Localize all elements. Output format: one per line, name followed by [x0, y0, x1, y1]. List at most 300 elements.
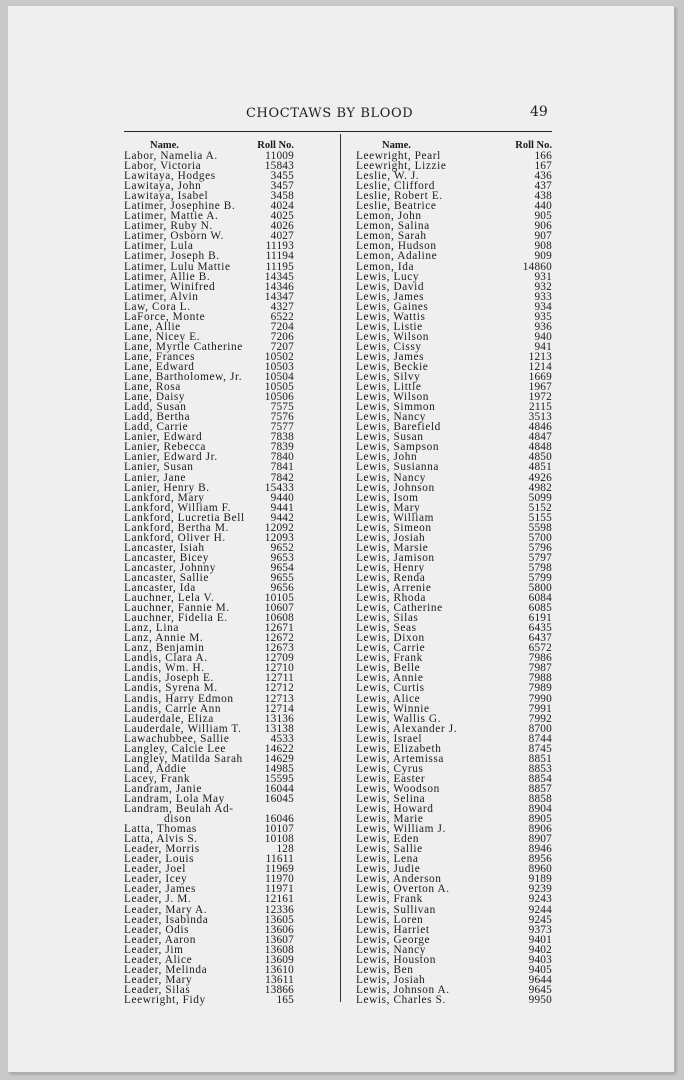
enrollee-name: Leslie, Robert E. [356, 190, 443, 203]
enrollee-name: Lemon, Ida [356, 260, 415, 273]
enrollee-name: Lewis, Nancy [356, 943, 426, 956]
enrollee-name: Lewis, Woodson [356, 782, 440, 795]
enrollee-name: Lanier, Jane [124, 471, 186, 484]
enrollee-name: Latimer, Josephine B. [124, 200, 236, 213]
roll-number: 3455 [270, 170, 294, 183]
roll-number: 4982 [528, 481, 552, 494]
enrollee-name: Lewis, Seas [356, 622, 417, 635]
roll-number: 12709 [264, 652, 294, 665]
roll-number: 9950 [528, 993, 552, 1006]
enrollee-name: Lewis, Harriet [356, 923, 430, 936]
enrollee-name: Lewis, Wilson [356, 330, 430, 343]
enrollee-name: Lewis, Arrenie [356, 582, 432, 595]
roll-number: 1213 [528, 350, 552, 363]
enrollee-name: Lewis, Carrie [356, 642, 426, 655]
enrollee-name: Leader, Melinda [124, 963, 208, 976]
enrollee-name: Lewis, Johnson [356, 481, 435, 494]
enrollee-name: Lane, Allie [124, 320, 181, 333]
enrollee-name: Labor, Namelia A. [124, 150, 218, 162]
enrollee-name: Lewis, Mary [356, 501, 421, 514]
enrollee-name: Lewis, Loren [356, 913, 424, 926]
enrollee-name: Lewis, Easter [356, 772, 426, 785]
roster-row [356, 894, 552, 904]
roll-number: 10607 [264, 602, 294, 615]
enrollee-name: Landram, Janie [124, 782, 203, 795]
roll-number: 9243 [528, 893, 552, 906]
enrollee-name: Lewis, James [356, 350, 425, 363]
roll-number: 11611 [265, 853, 294, 866]
enrollee-name: Latimer, Winifred [124, 280, 216, 293]
enrollee-name: Lane, Rosa [124, 381, 181, 394]
roll-number: 5796 [528, 541, 552, 554]
enrollee-name: Lewis, Wallis G. [356, 712, 442, 725]
enrollee-name: Lewis, Lucy [356, 270, 420, 283]
enrollee-name: Lewis, Gaines [356, 300, 429, 313]
enrollee-name: Lawitaya, John [124, 180, 202, 193]
enrollee-name: Lane, Myrtle Catherine [124, 340, 243, 353]
roll-number: 12161 [264, 893, 294, 906]
roll-number: 13611 [265, 973, 294, 986]
enrollee-name: Lewis, Listie [356, 320, 423, 333]
enrollee-name: Lewis, Frank [356, 652, 423, 665]
roll-number: 10105 [264, 592, 294, 605]
roll-number: 8744 [528, 732, 552, 745]
enrollee-name: Latimer, Lulu Mattie [124, 260, 231, 273]
enrollee-name: Lankford, Oliver H. [124, 531, 226, 544]
roll-number: 7841 [270, 461, 294, 474]
enrollee-name: Leewright, Pearl [356, 150, 441, 162]
roll-number: 6522 [270, 310, 294, 323]
roll-number: 7204 [270, 320, 294, 333]
enrollee-name: Leader, Morris [124, 843, 200, 856]
enrollee-name: Lewis, Renda [356, 571, 426, 584]
roll-number: 1972 [528, 391, 552, 404]
enrollee-name: Lemon, Salina [356, 220, 430, 233]
enrollee-name: Lane, Frances [124, 350, 196, 363]
enrollee-name: Land, Addie [124, 762, 187, 775]
roll-number: 13610 [264, 963, 294, 976]
enrollee-name: Lancaster, Sallie [124, 571, 210, 584]
roll-number: 167 [534, 160, 552, 173]
roll-number: 9441 [270, 501, 294, 514]
roll-number: 8905 [528, 813, 552, 826]
enrollee-name: Lancaster, Johnny [124, 561, 216, 574]
enrollee-name: Lewis, Frank [356, 893, 423, 906]
roll-number: 934 [534, 300, 552, 313]
enrollee-name: Lewis, Sampson [356, 441, 440, 454]
enrollee-name: Leader, J. M. [124, 893, 192, 906]
roll-number: 4850 [528, 451, 552, 464]
enrollee-name: Leader, Jim [124, 943, 184, 956]
enrollee-name: Landis, Harry Edmon [124, 692, 234, 705]
enrollee-name: Lane, Bartholomew, Jr. [124, 371, 243, 384]
roll-number: 4851 [528, 461, 552, 474]
roll-number: 9440 [270, 491, 294, 504]
roll-number: 14629 [264, 752, 294, 765]
enrollee-name: Lankford, Lucretia Bell [124, 511, 245, 524]
enrollee-name: Lauchner, Lela V. [124, 592, 215, 605]
enrollee-name: Leslie, Clifford [356, 180, 436, 193]
enrollee-name: Leader, Mary [124, 973, 193, 986]
enrollee-name: Latimer, Joseph B. [124, 250, 220, 263]
roll-column-header: Roll No. [515, 140, 552, 151]
roster-row [124, 995, 294, 1005]
enrollee-name: Landram, Lola May [124, 793, 225, 805]
enrollee-name: Lemon, Sarah [356, 230, 427, 243]
roster-row [356, 462, 552, 472]
roll-number: 8907 [528, 833, 552, 846]
enrollee-name: Lewis, Howard [356, 803, 434, 816]
enrollee-name: Lewis, Cyrus [356, 762, 424, 775]
roll-number: 4025 [270, 210, 294, 223]
enrollee-name: Latimer, Lula [124, 240, 194, 253]
roll-number: 166 [534, 150, 552, 162]
roll-number: 8946 [528, 843, 552, 856]
enrollee-name: Langley, Matilda Sarah [124, 752, 243, 765]
enrollee-name: Lewis, William [356, 511, 435, 524]
roll-number: 12712 [264, 682, 294, 695]
roll-number: 10608 [264, 612, 294, 625]
enrollee-name: Lauchner, Fidelia E. [124, 612, 228, 625]
enrollee-name: Leewright, Fidy [124, 993, 206, 1006]
roll-number: 4926 [528, 471, 552, 484]
roll-number: 15843 [264, 160, 294, 173]
enrollee-name: Leader, James [124, 883, 196, 896]
roll-number: 13608 [264, 943, 294, 956]
header-rule [124, 131, 552, 132]
roll-number: 12713 [264, 692, 294, 705]
enrollee-name: Lancaster, Bicey [124, 551, 210, 564]
enrollee-name: Lewis, Ben [356, 963, 414, 976]
enrollee-name: Lewis, James [356, 290, 425, 303]
enrollee-name: Lewis, Josiah [356, 973, 426, 986]
roll-number: 8904 [528, 803, 552, 816]
roll-number: 8853 [528, 762, 552, 775]
roll-number: 5152 [528, 501, 552, 514]
roll-number: 7207 [270, 340, 294, 353]
roll-number: 907 [534, 230, 552, 243]
roll-number: 6572 [528, 642, 552, 655]
roll-number: 3458 [270, 190, 294, 203]
enrollee-name: Latimer, Allie B. [124, 270, 211, 283]
roll-number: 9244 [528, 903, 552, 916]
roll-number: 4327 [270, 300, 294, 313]
document-page [8, 6, 674, 1072]
enrollee-name: Lewis, Lena [356, 853, 419, 866]
roll-number: 8956 [528, 853, 552, 866]
enrollee-name: Lewis, Sullivan [356, 903, 436, 916]
roll-number: 7840 [270, 451, 294, 464]
roll-number: 12673 [264, 642, 294, 655]
roll-number: 7988 [528, 672, 552, 685]
enrollee-name: Lewis, Josiah [356, 531, 426, 544]
roll-number: 11193 [265, 240, 294, 253]
enrollee-name: Leader, Isabinda [124, 913, 209, 926]
roll-number: 10506 [264, 391, 294, 404]
roll-number: 3457 [270, 180, 294, 193]
roll-number: 4533 [270, 732, 294, 745]
roll-number: 12093 [264, 531, 294, 544]
left-column [124, 140, 294, 1005]
enrollee-name: Lewis, Overton A. [356, 883, 450, 896]
roll-number: 8857 [528, 782, 552, 795]
roll-number: 8858 [528, 793, 552, 805]
roll-number: 8906 [528, 823, 552, 836]
enrollee-name: Lemon, John [356, 210, 422, 223]
roll-number: 14622 [264, 742, 294, 755]
roll-number: 11194 [265, 250, 294, 263]
roll-number: 10502 [264, 350, 294, 363]
roll-number: 936 [534, 320, 552, 333]
enrollee-name: Lewis, Marie [356, 813, 424, 826]
enrollee-name: Lankford, Bertha M. [124, 521, 229, 534]
roll-number: 10107 [264, 823, 294, 836]
enrollee-name: Lawitaya, Isabel [124, 190, 209, 203]
enrollee-name: Lewis, Simmon [356, 401, 436, 414]
roll-number: 7839 [270, 441, 294, 454]
roll-number: 6437 [528, 632, 552, 645]
roll-number: 14347 [264, 290, 294, 303]
roll-number: 13866 [264, 983, 294, 996]
roll-number: 8854 [528, 772, 552, 785]
enrollee-name: Lewis, Simeon [356, 521, 432, 534]
enrollee-name: Latta, Thomas [124, 823, 197, 836]
enrollee-name: Law, Cora L. [124, 300, 191, 313]
roll-number: 11969 [265, 863, 294, 876]
enrollee-name: Lewis, Charles S. [356, 993, 446, 1006]
roll-number: 7987 [528, 662, 552, 675]
enrollee-name: Lewis, Silas [356, 612, 419, 625]
enrollee-name: Landis, Carrie Ann [124, 702, 222, 715]
enrollee-name: Lewis, Susianna [356, 461, 440, 474]
enrollee-name: Lancaster, Isiah [124, 541, 205, 554]
roll-number: 165 [276, 993, 294, 1006]
roll-number: 11970 [265, 873, 294, 886]
enrollee-name: Lewis, Silvy [356, 371, 421, 384]
enrollee-name: Leader, Joel [124, 863, 186, 876]
enrollee-name: Leader, Mary A. [124, 903, 208, 916]
roll-number: 6435 [528, 622, 552, 635]
roll-number: 9442 [270, 511, 294, 524]
roll-column-header: Roll No. [257, 140, 294, 151]
roll-number: 908 [534, 240, 552, 253]
enrollee-name: Lewis, Annie [356, 672, 424, 685]
roll-number: 6085 [528, 602, 552, 615]
enrollee-name: Latimer, Ruby N. [124, 220, 213, 233]
enrollee-name: Ladd, Susan [124, 401, 187, 414]
enrollee-name: Lewis, Barefield [356, 421, 441, 434]
enrollee-name: Labor, Victoria [124, 160, 202, 173]
roll-number: 7989 [528, 682, 552, 695]
page-title: CHOCTAWS BY BLOOD [246, 106, 414, 121]
enrollee-name: Lewis, Marsie [356, 541, 429, 554]
roll-number: 9401 [528, 933, 552, 946]
roll-number: 15433 [264, 481, 294, 494]
column-divider [340, 134, 341, 1002]
enrollee-name: Leader, Odis [124, 923, 190, 936]
roll-number: 6084 [528, 592, 552, 605]
enrollee-name: Lanier, Edward [124, 431, 203, 444]
roll-number: 4027 [270, 230, 294, 243]
enrollee-name: Lemon, Hudson [356, 240, 437, 253]
roll-number: 7577 [270, 421, 294, 434]
enrollee-name: Lanier, Henry B. [124, 481, 210, 494]
roll-number: 12711 [265, 672, 294, 685]
roll-number: 1669 [528, 371, 552, 384]
enrollee-name: Leader, Silas [124, 983, 191, 996]
enrollee-name: Landis, Clara A. [124, 652, 208, 665]
enrollee-name: Lewis, William J. [356, 823, 446, 836]
roster-row [124, 462, 294, 472]
roll-number: 13606 [264, 923, 294, 936]
roll-number: 8851 [528, 752, 552, 765]
roll-number: 15595 [264, 772, 294, 785]
roll-number: 2115 [529, 401, 552, 414]
enrollee-name: Latimer, Mattie A. [124, 210, 219, 223]
roll-number: 6191 [528, 612, 552, 625]
roll-number: 7842 [270, 471, 294, 484]
enrollee-name: Lewis, Jamison [356, 551, 435, 564]
roll-number: 9239 [528, 883, 552, 896]
roll-number: 13607 [264, 933, 294, 946]
roll-number: 5800 [528, 582, 552, 595]
roll-number: 11195 [265, 260, 294, 273]
roll-number: 4848 [528, 441, 552, 454]
enrollee-name: Lewis, Elizabeth [356, 742, 442, 755]
roll-number: 7986 [528, 652, 552, 665]
roll-number: 5155 [528, 511, 552, 524]
enrollee-name: Lewis, John [356, 451, 418, 464]
roll-number: 10505 [264, 381, 294, 394]
enrollee-name: Lankford, Mary [124, 491, 205, 504]
roster-row [356, 995, 552, 1005]
enrollee-name: Lewis, George [356, 933, 431, 946]
roll-number: 3513 [528, 411, 552, 424]
enrollee-name: Leader, Icey [124, 873, 188, 886]
enrollee-name: Lewis, Judie [356, 863, 421, 876]
roll-number: 9654 [270, 561, 294, 574]
enrollee-name: Lewis, Little [356, 381, 422, 394]
enrollee-name: Lewis, Selina [356, 793, 426, 805]
enrollee-name: Lauderdale, Eliza [124, 712, 214, 725]
roll-number: 10503 [264, 360, 294, 373]
enrollee-name: Lacey, Frank [124, 772, 191, 785]
enrollee-name: Landram, Beulah Ad- [124, 803, 234, 816]
roll-number: 5799 [528, 571, 552, 584]
roster-row [124, 894, 294, 904]
roll-number: 7575 [270, 401, 294, 414]
roll-number: 931 [534, 270, 552, 283]
enrollee-name: Lewis, Rhoda [356, 592, 426, 605]
enrollee-name: Langley, Calcie Lee [124, 742, 226, 755]
enrollee-name: Leslie, Beatrice [356, 200, 437, 213]
roll-number: 10108 [264, 833, 294, 846]
enrollee-name: Latimer, Osborn W. [124, 230, 225, 243]
roll-number: 13609 [264, 953, 294, 966]
enrollee-name: Lawitaya, Hodges [124, 170, 216, 183]
roll-number: 16045 [264, 793, 294, 805]
enrollee-name: Lanier, Edward Jr. [124, 451, 218, 464]
enrollee-name: Lanier, Susan [124, 461, 194, 474]
enrollee-name: Lewis, Israel [356, 732, 423, 745]
roll-number: 905 [534, 210, 552, 223]
enrollee-name: Lewis, Alice [356, 692, 421, 705]
roll-number: 9403 [528, 953, 552, 966]
roll-number: 14346 [264, 280, 294, 293]
enrollee-name: Lewis, Nancy [356, 471, 426, 484]
enrollee-name: Lewis, Johnson A. [356, 983, 450, 996]
enrollee-name: Lanz, Benjamin [124, 642, 205, 655]
enrollee-name: Leader, Alice [124, 953, 193, 966]
roll-number: 8745 [528, 742, 552, 755]
roll-number: 12672 [264, 632, 294, 645]
enrollee-name: Lewis, Eden [356, 833, 420, 846]
roll-number: 13136 [264, 712, 294, 725]
roll-number: 436 [534, 170, 552, 183]
roll-number: 1214 [528, 360, 552, 373]
enrollee-name: Latta, Alvis S. [124, 833, 198, 846]
roll-number: 5099 [528, 491, 552, 504]
roll-number: 13138 [264, 722, 294, 735]
roll-number: 12714 [264, 702, 294, 715]
enrollee-name: Latimer, Alvin [124, 290, 199, 303]
enrollee-name: Lewis, Houston [356, 953, 436, 966]
enrollee-name: Lewis, Nancy [356, 411, 426, 424]
enrollee-name: Leewright, Lizzie [356, 160, 447, 173]
enrollee-name: Lanz, Lina [124, 622, 179, 635]
roll-number: 909 [534, 250, 552, 263]
roll-number: 9656 [270, 582, 294, 595]
roll-number: 9652 [270, 541, 294, 554]
roll-number: 12092 [264, 521, 294, 534]
roll-number: 438 [534, 190, 552, 203]
roll-number: 437 [534, 180, 552, 193]
enrollee-name: Lewis, Alexander J. [356, 722, 458, 735]
enrollee-name: Lauchner, Fannie M. [124, 602, 230, 615]
roll-number: 12710 [264, 662, 294, 675]
roll-number: 5700 [528, 531, 552, 544]
roll-number: 1967 [528, 381, 552, 394]
roll-number: 7576 [270, 411, 294, 424]
enrollee-name: Leader, Louis [124, 853, 195, 866]
roll-number: 11009 [265, 150, 294, 162]
enrollee-name: Lewis, Beckie [356, 360, 429, 373]
roll-number: 935 [534, 310, 552, 323]
roll-number: 16044 [264, 782, 294, 795]
roll-number: 13605 [264, 913, 294, 926]
roll-number: 440 [534, 200, 552, 213]
enrollee-name: Landis, Joseph E. [124, 672, 214, 685]
roll-number: 906 [534, 220, 552, 233]
enrollee-name: Lankford, William F. [124, 501, 232, 514]
enrollee-name: Lewis, Wilson [356, 391, 430, 404]
enrollee-name: Lewis, Curtis [356, 682, 425, 695]
roll-number: 9655 [270, 571, 294, 584]
roll-number: 9189 [528, 873, 552, 886]
enrollee-name: Lewis, Artemissa [356, 752, 445, 765]
roll-number: 9245 [528, 913, 552, 926]
enrollee-name: Lewis, Catherine [356, 602, 443, 615]
enrollee-name: Lanier, Rebecca [124, 441, 206, 454]
roll-number: 128 [276, 843, 294, 856]
roll-number: 14860 [522, 260, 552, 273]
enrollee-name: Lane, Edward [124, 360, 195, 373]
roll-number: 8960 [528, 863, 552, 876]
enrollee-name: Leader, Aaron [124, 933, 196, 946]
enrollee-name: Lewis, Cissy [356, 340, 422, 353]
roll-number: 10504 [264, 371, 294, 384]
enrollee-name: Lewis, Belle [356, 662, 421, 675]
